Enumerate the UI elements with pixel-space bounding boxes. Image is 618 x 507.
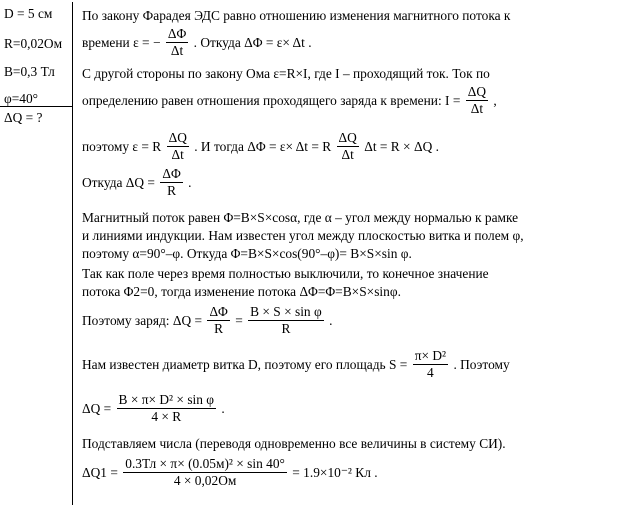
l12-text-a: Поэтому заряд: [82,312,170,328]
text-line-1: По закону Фарадея ЭДС равно отношению изменения магнитного потока к [82,8,511,23]
fraction-numeric [123,456,287,489]
text-line-9: поэтому α=90°–φ. Откуда Φ=B×S×cos(90°–φ)= B×S×sin φ. [82,246,412,261]
l12-text-d: . [329,312,333,328]
numerator: π× D² [414,348,447,363]
denominator: Δt [170,43,184,58]
given-phi: φ=40° [4,91,39,106]
text-line-14 [82,392,225,425]
numerator: ΔQ [467,84,487,99]
l5-text-b: . И тогда ΔΦ = ε× Δt = R [194,138,332,154]
vertical-divider [72,2,73,505]
l6-text-c: . [188,174,192,190]
fraction-dq-dt-2 [337,130,359,163]
l2-text-a: времени [82,34,130,50]
denominator: 4 × 0,02Ом [173,473,237,488]
l16-text-c: = 1.9×10⁻² Кл . [292,464,378,480]
text-line-3: С другой стороны по закону Ома ε=R×I, где I – проходящий ток. Ток по [82,66,490,81]
denominator: 4 × R [151,409,182,424]
numerator: B × S × sin φ [250,304,322,319]
l13-text-c: . Поэтому [453,356,510,372]
text-line-5 [82,130,439,163]
l14-text-c: . [221,400,225,416]
denominator: R [167,183,177,198]
l6-text-a: Откуда ΔQ = [82,174,155,190]
l4-text-a: определению равен отношения проходящего заряда к времени: [82,92,442,108]
denominator: Δt [171,147,184,162]
l2-text-b: ε = − [133,34,161,50]
numerator: 0.3Тл × π× (0.05м)² × sin 40° [125,456,285,471]
l4-text-b: I = [445,92,461,108]
fraction-dphi-r [160,166,182,199]
l13-text-a: Нам известен диаметр витка D, поэтому его площадь [82,356,386,372]
l16-text-a: ΔQ1 = [82,464,118,480]
l13-text-b: S = [389,356,408,372]
fraction-dq-dt [466,84,488,117]
denominator: 4 [427,365,434,380]
text-line-10: Так как поле через время полностью выключили, то конечное значение [82,266,489,281]
fraction-dphi-dt [166,26,188,59]
numerator: ΔQ [338,130,357,145]
l12-text-c: = [235,312,243,328]
fraction-dphi-r [207,304,229,337]
l2-text-c: . Откуда ΔΦ = ε× Δt . [193,34,312,50]
fraction-dq-formula [117,392,216,425]
numerator: ΔQ [168,130,187,145]
denominator: Δt [470,101,484,116]
find-dq: ΔQ = ? [4,110,43,125]
numerator: ΔΦ [209,304,228,319]
numerator: ΔΦ [167,26,187,41]
text-line-7: Магнитный поток равен Φ=B×S×cosα, где α – угол между нормалью к рамке [82,210,519,225]
text-line-2 [82,26,312,59]
text-line-4 [82,84,497,117]
numerator: ΔΦ [162,166,181,181]
l4-text-c: , [493,92,497,108]
l12-text-b: ΔQ = [172,312,203,328]
numerator: B × π× D² × sin φ [118,392,215,407]
denominator: R [214,321,224,336]
given-d: D = 5 см [4,6,53,21]
text-line-16 [82,456,378,489]
text-line-8: и линиями индукции. Нам известен угол между плоскостью витка и полем φ, [82,228,524,243]
text-line-11: потока Φ2=0, тогда изменение потока ΔΦ=Φ=B×S×sinφ. [82,284,401,299]
denominator: R [281,321,291,336]
l5-text-a: поэтому ε = R [82,138,162,154]
l14-text-a: ΔQ = [82,400,112,416]
given-b: B=0,3 Тл [4,64,55,79]
text-line-12 [82,304,332,337]
l5-text-c: Δt = R × ΔQ . [364,138,439,154]
fraction-dq-dt-1 [167,130,189,163]
given-r: R=0,02Ом [4,36,63,51]
fraction-area [413,348,448,381]
text-line-6 [82,166,191,199]
denominator: Δt [341,147,354,162]
fraction-bs-sin-r [248,304,324,337]
text-line-13 [82,348,510,381]
text-line-15: Подставляем числа (переводя одновременно все величины в систему СИ). [82,436,506,451]
